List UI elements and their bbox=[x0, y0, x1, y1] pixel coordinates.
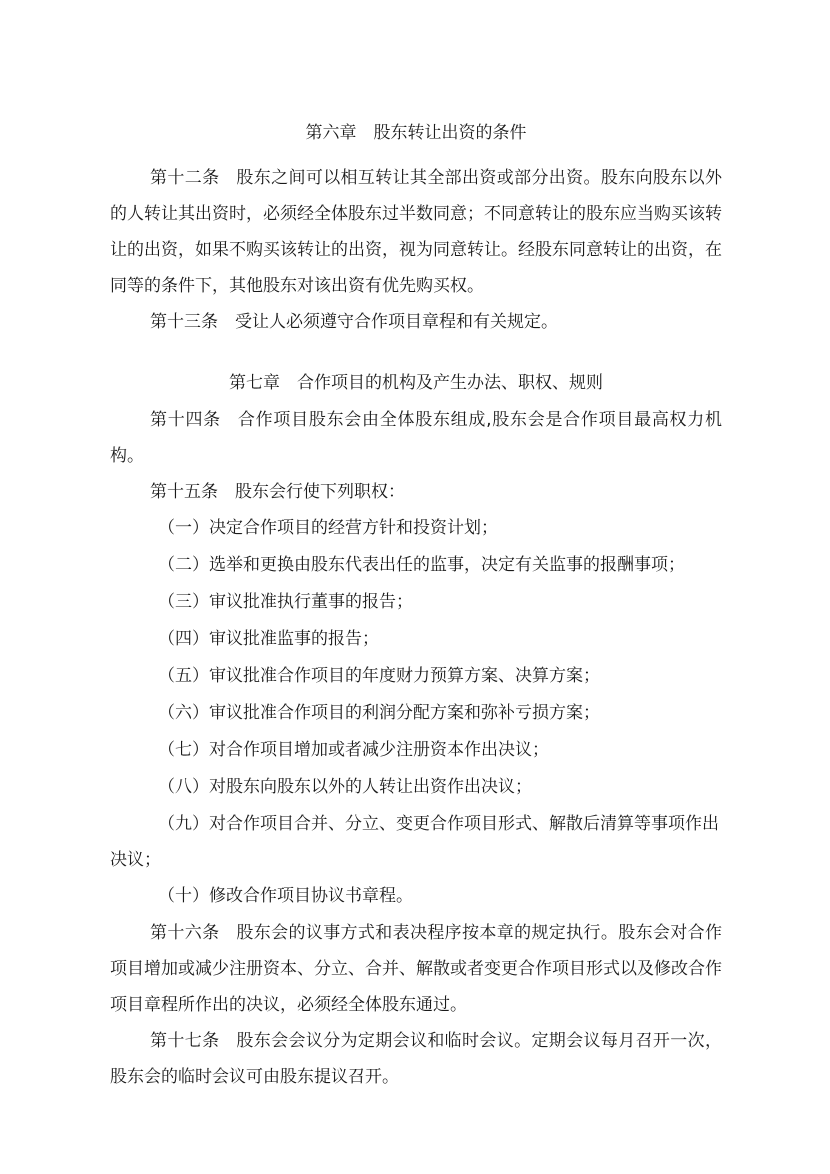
article-15 bbox=[110, 474, 722, 510]
power-item: （三）审议批准执行董事的报告； bbox=[158, 592, 413, 612]
article-17-label: 第十七条 bbox=[150, 1031, 220, 1051]
power-item: （六）审议批准合作项目的利润分配方案和弥补亏损方案； bbox=[158, 703, 600, 723]
power-item: （十）修改合作项目协议书章程。 bbox=[158, 886, 413, 906]
article-16-text: 股东会的议事方式和表决程序按本章的规定执行。股东会对合作项目增加或减少注册资本、分立、合并、解散或者变更合作项目形式以及修改合作项目章程所作出的决议，必须经全体股东通过。 bbox=[110, 923, 723, 1015]
power-item: （一）决定合作项目的经营方针和投资计划； bbox=[158, 518, 498, 538]
article-14-text: 合作项目股东会由全体股东组成,股东会是合作项目最高权力机构。 bbox=[110, 410, 723, 466]
chapter-6-heading: 第六章 股东转让出资的条件 bbox=[305, 123, 527, 143]
power-item: （四）审议批准监事的报告； bbox=[158, 629, 379, 649]
article-17 bbox=[110, 1023, 722, 1095]
article-12-label: 第十二条 bbox=[150, 168, 220, 188]
power-item: （八）对股东向股东以外的人转让出资作出决议； bbox=[158, 777, 532, 797]
power-item: （七）对合作项目增加或者减少注册资本作出决议； bbox=[158, 740, 549, 760]
article-14 bbox=[110, 402, 722, 474]
article-15-label: 第十五条 bbox=[150, 482, 218, 502]
article-12 bbox=[110, 160, 722, 304]
chapter-7-heading: 第七章 合作项目的机构及产生办法、职权、规则 bbox=[229, 373, 603, 393]
article-13-label: 第十三条 bbox=[150, 312, 218, 332]
power-item: （二）选举和更换由股东代表出任的监事，决定有关监事的报酬事项； bbox=[158, 555, 685, 575]
document-body bbox=[110, 118, 722, 1095]
power-item: （九）对合作项目合并、分立、变更合作项目形式、解散后清算等事项作出决议； bbox=[110, 814, 719, 870]
article-13-text: 受让人必须遵守合作项目章程和有关规定。 bbox=[235, 312, 558, 332]
article-16-label: 第十六条 bbox=[150, 923, 220, 943]
article-15-text: 股东会行使下列职权： bbox=[235, 482, 405, 502]
article-17-text: 股东会会议分为定期会议和临时会议。定期会议每月召开一次，股东会的临时会议可由股东提议召开。 bbox=[110, 1031, 723, 1087]
article-12-text: 股东之间可以相互转让其全部出资或部分出资。股东向股东以外的人转让其出资时，必须经全体股东过半数同意；不同意转让的股东应当购买该转让的出资，如果不购买该转让的出资，视为同意转让。经股东同意转让的出资，在同等的条件下，其他股东对该出资有优先购买权。 bbox=[110, 168, 723, 296]
article-16 bbox=[110, 915, 722, 1023]
article-14-label: 第十四条 bbox=[150, 410, 221, 430]
power-item: （五）审议批准合作项目的年度财力预算方案、决算方案； bbox=[158, 666, 600, 686]
article-13 bbox=[110, 304, 722, 340]
